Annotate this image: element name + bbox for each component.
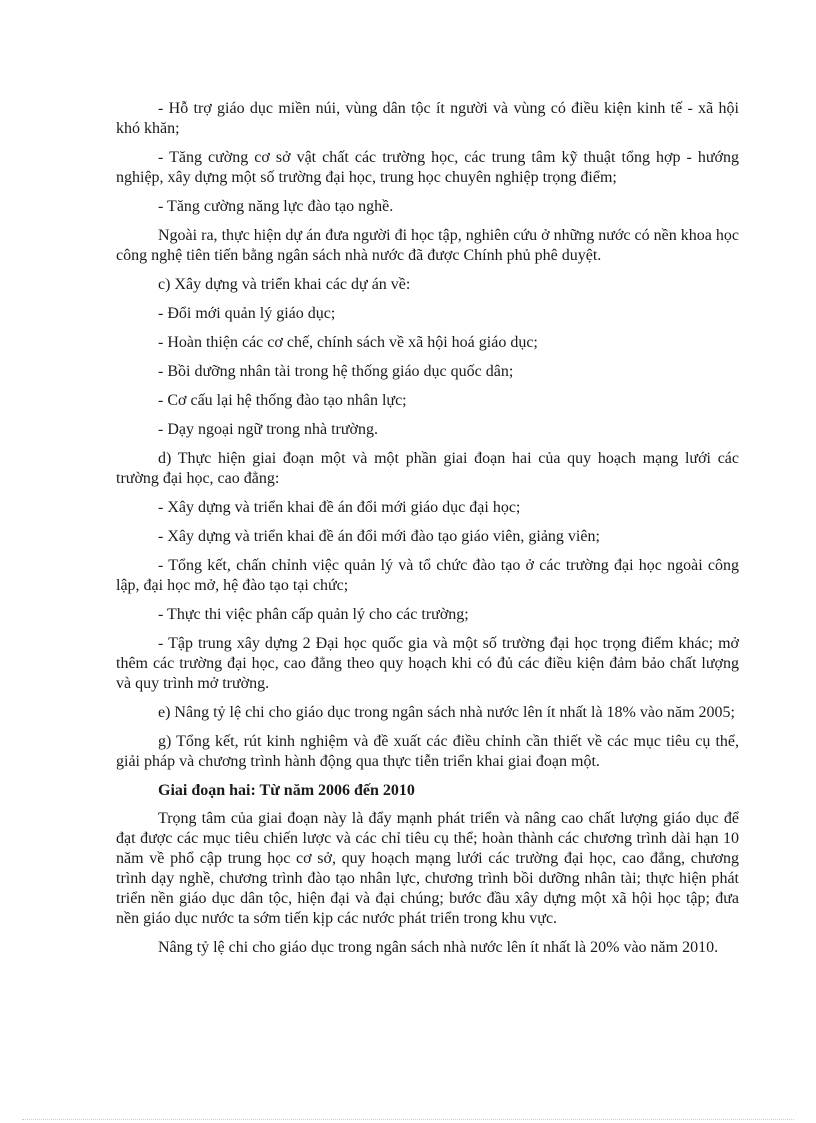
paragraph-study-abroad: Ngoài ra, thực hiện dự án đưa người đi học tập, nghiên cứu ở những nước có nền khoa học công nghệ tiên tiến bằng ngân sách nhà nước đã được Chính phủ phê duyệt. [116, 227, 739, 264]
page-bottom-rule [22, 1119, 794, 1120]
paragraph-talent-training: - Bồi dưỡng nhân tài trong hệ thống giáo dục quốc dân; [158, 363, 514, 380]
paragraph-vocational: - Tăng cường năng lực đào tạo nghề. [158, 198, 394, 215]
section-d-heading: d) Thực hiện giai đoạn một và một phần giai đoạn hai của quy hoạch mạng lưới các trường đại học, cao đẳng: [116, 450, 739, 487]
paragraph-teacher-training-reform: - Xây dựng và triển khai đề án đổi mới đào tạo giáo viên, giảng viên; [158, 528, 600, 545]
paragraph-decentralization: - Thực thi việc phân cấp quản lý cho các trường; [158, 606, 469, 623]
paragraph-management-reform: - Đổi mới quản lý giáo dục; [158, 305, 336, 322]
document-body [116, 99, 739, 967]
paragraph-phase-two-focus: Trọng tâm của giai đoạn này là đẩy mạnh phát triển và nâng cao chất lượng giáo dục để đạt được các mục tiêu chiến lược và các chỉ tiêu cụ thể; hoàn thành các chương trình dài hạn 10 năm về phổ cập trung học cơ sở, quy hoạch mạng lưới các trường đại học, cao đẳng, chương trình dạy nghề, chương trình đào tạo nhân lực, chương trình bồi dưỡng nhân tài; thực hiện phát triển nền giáo dục dân tộc, hiện đại và đại chúng; bước đầu xây dựng một xã hội học tập; đưa nền giáo dục nước ta sớm tiến kịp các nước phát triển trong khu vực. [116, 810, 739, 927]
paragraph-facilities: - Tăng cường cơ sở vật chất các trường học, các trung tâm kỹ thuật tổng hợp - hướng nghiệp, xây dựng một số trường đại học, trung học chuyên nghiệp trọng điểm; [116, 149, 739, 186]
section-c-heading: c) Xây dựng và triển khai các dự án về: [158, 276, 411, 293]
paragraph-budget-2010: Nâng tỷ lệ chi cho giáo dục trong ngân sách nhà nước lên ít nhất là 20% vào năm 2010. [158, 939, 719, 956]
paragraph-mountain-support: - Hỗ trợ giáo dục miền núi, vùng dân tộc ít người và vùng có điều kiện kinh tế - xã hội khó khăn; [116, 100, 739, 137]
paragraph-workforce-restructure: - Cơ cấu lại hệ thống đào tạo nhân lực; [158, 392, 407, 409]
section-e-budget-2005: e) Nâng tỷ lệ chi cho giáo dục trong ngân sách nhà nước lên ít nhất là 18% vào năm 2005; [158, 704, 735, 721]
paragraph-higher-ed-reform: - Xây dựng và triển khai đề án đổi mới giáo dục đại học; [158, 499, 521, 516]
paragraph-non-public-review: - Tổng kết, chấn chỉnh việc quản lý và tổ chức đào tạo ở các trường đại học ngoài công lập, đại học mở, hệ đào tạo tại chức; [116, 557, 739, 594]
paragraph-foreign-language: - Dạy ngoại ngữ trong nhà trường. [158, 421, 378, 438]
paragraph-socialization-policy: - Hoàn thiện các cơ chế, chính sách về xã hội hoá giáo dục; [158, 334, 538, 351]
paragraph-national-universities: - Tập trung xây dựng 2 Đại học quốc gia và một số trường đại học trọng điểm khác; mở thêm các trường đại học, cao đẳng theo quy hoạch khi có đủ các điều kiện đảm bảo chất lượng và quy trình mở trường. [116, 635, 739, 692]
section-g-review: g) Tổng kết, rút kinh nghiệm và đề xuất các điều chỉnh cần thiết về các mục tiêu cụ thể, giải pháp và chương trình hành động qua thực tiễn triển khai giai đoạn một. [116, 733, 739, 770]
phase-two-heading: Giai đoạn hai: Từ năm 2006 đến 2010 [158, 782, 415, 799]
